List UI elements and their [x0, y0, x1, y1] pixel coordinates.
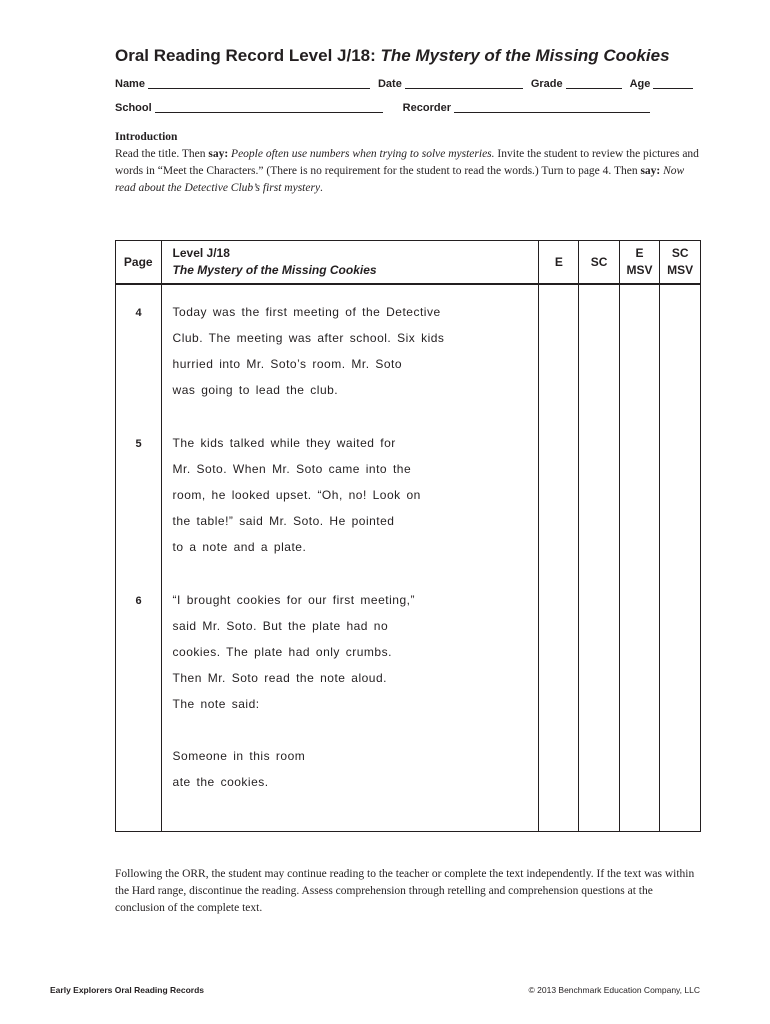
page-title	[115, 46, 670, 66]
text-line: Club. The meeting was after school. Six kids	[172, 331, 445, 345]
text-line: Someone in this room	[172, 749, 306, 763]
intro-say-1: say:	[208, 148, 229, 160]
footer-series: Early Explorers Oral Reading Records	[50, 985, 205, 995]
header-level: Level J/18	[172, 246, 230, 260]
table-header-row	[116, 241, 701, 285]
text-line: Then Mr. Soto read the note aloud.	[172, 671, 387, 685]
school-info-row	[115, 101, 658, 114]
introduction-text	[115, 146, 705, 197]
header-e-msv-top: E	[635, 246, 644, 260]
introduction	[115, 129, 705, 197]
page-number: 5	[135, 438, 142, 450]
header-e: E	[539, 241, 579, 285]
recorder-label: Recorder	[402, 102, 451, 114]
footer-copyright: © 2013 Benchmark Education Company, LLC	[528, 985, 700, 995]
date-label: Date	[377, 78, 402, 90]
title-prefix: Oral Reading Record Level J/18:	[115, 46, 381, 65]
text-line: Today was the first meeting of the Detective	[172, 305, 441, 319]
text-line: room, he looked upset. “Oh, no! Look on	[172, 488, 421, 502]
header-book: The Mystery of the Missing Cookies	[172, 263, 377, 277]
self-corrections-msv-column[interactable]	[660, 284, 701, 832]
text-line: The kids talked while they waited for	[172, 436, 396, 450]
after-reading-instructions: Following the ORR, the student may continue reading to the teacher or complete the text independently. If the text was within the Hard range, discontinue the reading. Assess comprehension through retelling and comprehension questions at the conclusion of the complete text.	[115, 868, 695, 914]
date-field[interactable]	[405, 77, 523, 89]
intro-quote-1: People often use numbers when trying to solve mysteries.	[228, 148, 495, 160]
pages-column	[116, 284, 162, 832]
errors-column[interactable]	[539, 284, 579, 832]
age-label: Age	[629, 78, 651, 90]
student-info-row	[115, 77, 701, 90]
header-sc-msv	[660, 241, 701, 285]
school-label: School	[115, 102, 152, 114]
header-sc-msv-top: SC	[671, 246, 689, 260]
self-corrections-column[interactable]	[579, 284, 619, 832]
recorder-field[interactable]	[454, 101, 650, 113]
page-number: 6	[135, 595, 142, 607]
header-text	[161, 241, 539, 285]
header-e-msv-bottom: MSV	[626, 263, 653, 277]
intro-end: .	[320, 182, 323, 194]
oral-reading-table	[115, 240, 701, 832]
page-number: 4	[135, 307, 142, 319]
name-label: Name	[115, 78, 145, 90]
text-line: cookies. The plate had only crumbs.	[172, 645, 392, 659]
name-field[interactable]	[148, 77, 370, 89]
header-sc: SC	[579, 241, 619, 285]
header-e-msv	[619, 241, 660, 285]
intro-part-1: Read the title. Then	[115, 148, 209, 160]
grade-field[interactable]	[566, 77, 622, 89]
intro-say-2: say:	[640, 165, 661, 177]
text-line: was going to lead the club.	[172, 383, 339, 397]
errors-msv-column[interactable]	[619, 284, 660, 832]
text-line: “I brought cookies for our first meeting,”	[172, 593, 415, 607]
header-page: Page	[116, 241, 162, 285]
text-line: The note said:	[172, 697, 260, 711]
grade-label: Grade	[530, 78, 563, 90]
table-body-row	[116, 284, 701, 832]
intro-part-2: Invite the student to review the pictures and words in “Meet the Characters.” (There is no requirement for the student to read the words.) Turn to page 4. Then	[115, 148, 699, 177]
text-line: hurried into Mr. Soto’s room. Mr. Soto	[172, 357, 403, 371]
text-line: ate the cookies.	[172, 775, 269, 789]
text-line: to a note and a plate.	[172, 540, 307, 554]
text-line: said Mr. Soto. But the plate had no	[172, 619, 389, 633]
age-field[interactable]	[653, 77, 693, 89]
introduction-heading: Introduction	[115, 131, 178, 143]
text-line: the table!” said Mr. Soto. He pointed	[172, 514, 395, 528]
text-column	[161, 284, 539, 832]
header-sc-msv-bottom: MSV	[667, 263, 694, 277]
text-line: Mr. Soto. When Mr. Soto came into the	[172, 462, 412, 476]
intro-quote-2: Now read about the Detective Club’s first mystery	[115, 165, 685, 194]
school-field[interactable]	[155, 101, 383, 113]
title-book: The Mystery of the Missing Cookies	[380, 46, 670, 65]
